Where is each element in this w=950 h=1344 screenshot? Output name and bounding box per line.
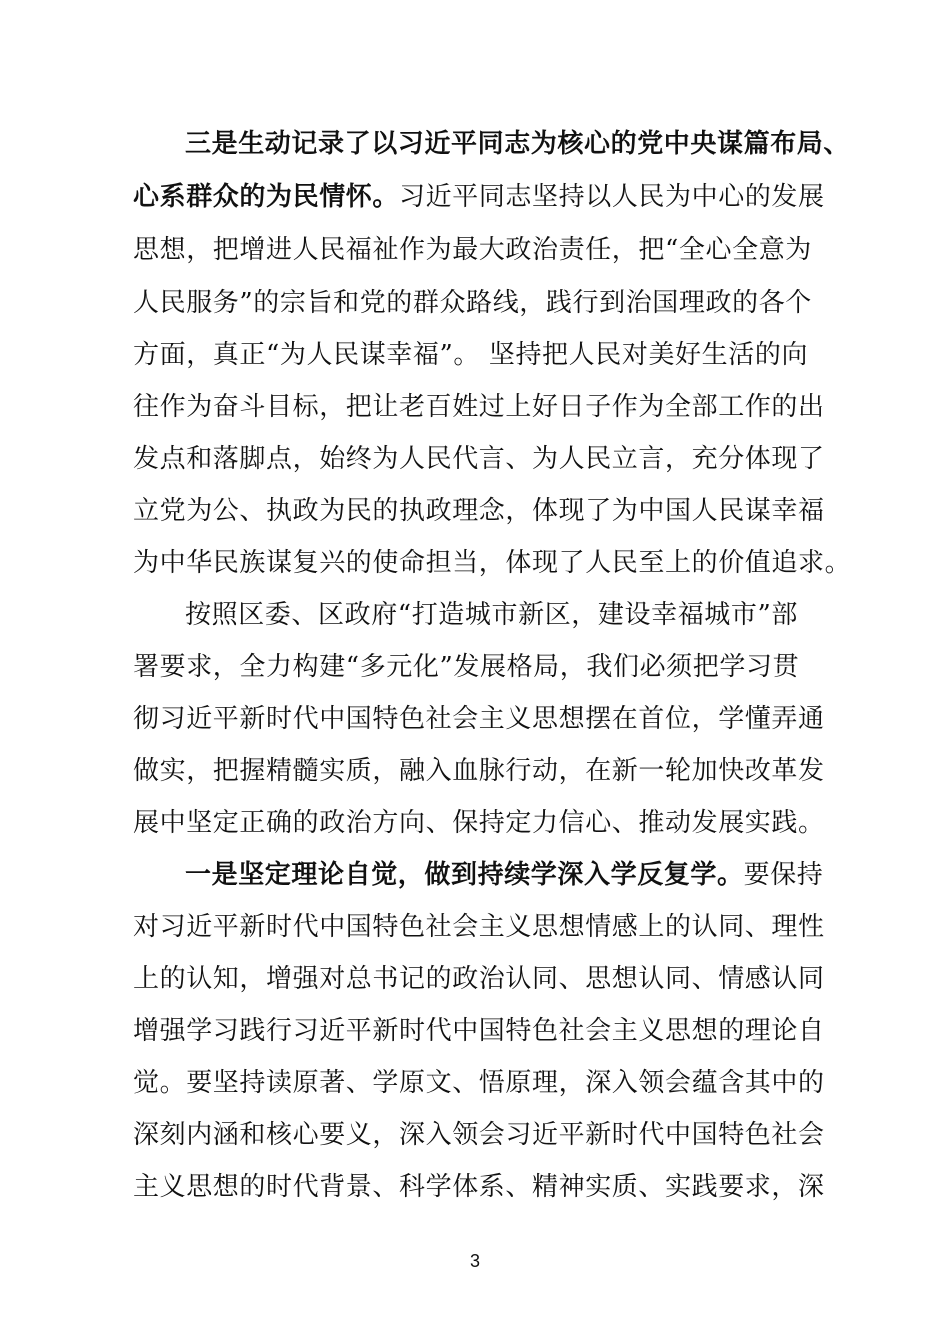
paragraph-1-line-8: 立党为公、执政为民的执政理念，体现了为中国人民谋幸福 xyxy=(133,496,825,526)
paragraph-3-line-2: 对习近平新时代中国特色社会主义思想情感上的认同、理性 xyxy=(133,912,825,942)
paragraph-1-bold-heading-cont: 心系群众的为民情怀。 xyxy=(133,182,400,212)
paragraph-2-line-3: 彻习近平新时代中国特色社会主义思想摆在首位，学懂弄通 xyxy=(133,704,825,734)
paragraph-3-line-5: 觉。要坚持读原著、学原文、悟原理，深入领会蕴含其中的 xyxy=(133,1068,825,1098)
paragraph-1-line-5: 方面，真正“为人民谋幸福”。 坚持把人民对美好生活的向 xyxy=(133,340,809,370)
paragraph-3-line-4: 增强学习践行习近平新时代中国特色社会主义思想的理论自 xyxy=(133,1016,825,1046)
paragraph-2-line-5: 展中坚定正确的政治方向、保持定力信心、推动发展实践。 xyxy=(133,808,825,838)
page-number: 3 xyxy=(469,1251,480,1271)
paragraph-3-line-7: 主义思想的时代背景、科学体系、精神实质、实践要求，深 xyxy=(133,1172,825,1202)
paragraph-3-line-3: 上的认知，增强对总书记的政治认同、思想认同、情感认同 xyxy=(133,964,825,994)
paragraph-1-bold-heading: 三是生动记录了以习近平同志为核心的党中央谋篇布局、 xyxy=(185,129,851,159)
paragraph-2-line-4: 做实，把握精髓实质，融入血脉行动，在新一轮加快改革发 xyxy=(133,756,825,786)
paragraph-3-line-6: 深刻内涵和核心要义，深入领会习近平新时代中国特色社会 xyxy=(133,1120,825,1150)
paragraph-1-line-2 xyxy=(133,182,823,212)
paragraph-1-line-9: 为中华民族谋复兴的使命担当，体现了人民至上的价值追求。 xyxy=(133,548,852,578)
paragraph-3-bold-heading: 一是坚定理论自觉，做到持续学深入学反复学。 xyxy=(185,860,744,890)
paragraph-3-line-1-text: 要保持 xyxy=(743,860,824,890)
paragraph-3-line-1 xyxy=(185,860,825,890)
paragraph-1-line-2-text: 习近平同志坚持以人民为中心的发展 xyxy=(399,182,825,212)
paragraph-2-line-1: 按照区委、区政府“打造城市新区，建设幸福城市”部 xyxy=(185,600,798,630)
paragraph-1-line-7: 发点和落脚点，始终为人民代言、为人民立言，充分体现了 xyxy=(133,444,825,474)
paragraph-1-line-6: 往作为奋斗目标，把让老百姓过上好日子作为全部工作的出 xyxy=(133,392,825,422)
paragraph-1-line-3: 思想，把增进人民福祉作为最大政治责任，把“全心全意为 xyxy=(133,235,812,265)
paragraph-1-line-1 xyxy=(185,129,851,159)
paragraph-2-line-2: 署要求，全力构建“多元化”发展格局，我们必须把学习贯 xyxy=(133,652,800,682)
paragraph-1-line-4: 人民服务”的宗旨和党的群众路线，践行到治国理政的各个 xyxy=(133,288,812,318)
